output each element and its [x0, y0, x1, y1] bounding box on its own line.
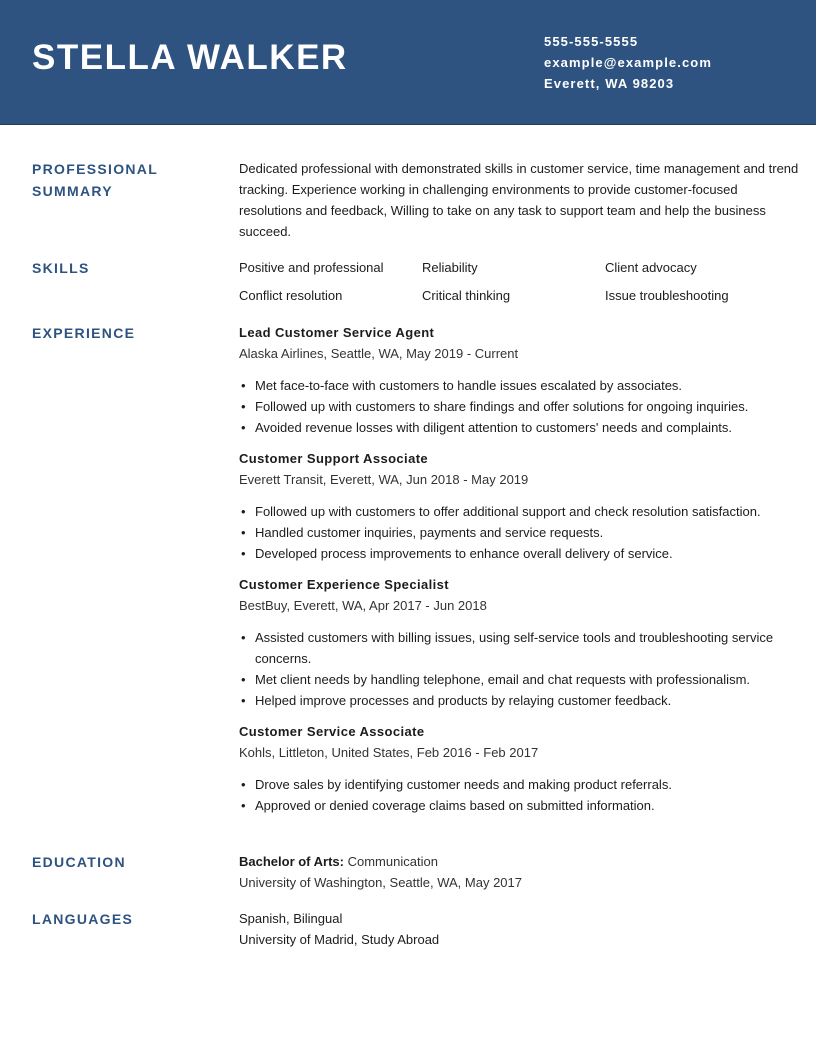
job-meta: Everett Transit, Everett, WA, Jun 2018 - May 2019: [239, 472, 529, 487]
job-title: Customer Service Associate: [239, 724, 425, 739]
phone-number: 555-555-5555: [544, 34, 639, 49]
job-bullet: • Approved or denied coverage claims based on submitted information.: [239, 795, 799, 816]
job-meta: Alaska Airlines, Seattle, WA, May 2019 - Current: [239, 346, 519, 361]
job-bullet: • Developed process improvements to enhance overall delivery of service.: [239, 543, 799, 564]
contact-info: [544, 31, 712, 94]
skill-item: Issue troubleshooting: [605, 288, 729, 303]
skills-grid: [239, 257, 799, 306]
education-degree: Bachelor of Arts:: [239, 854, 344, 869]
job-entry: [239, 448, 799, 564]
job-meta: BestBuy, Everett, WA, Apr 2017 - Jun 2018: [239, 598, 487, 613]
email-address: example@example.com: [544, 55, 712, 70]
skill-item: Conflict resolution: [239, 288, 343, 303]
skill-item: Positive and professional: [239, 260, 384, 275]
job-bullet: • Handled customer inquiries, payments and service requests.: [239, 522, 799, 543]
job-title: Lead Customer Service Agent: [239, 325, 435, 340]
language-item: Spanish, Bilingual: [239, 911, 343, 926]
summary-content: [239, 158, 799, 242]
experience-content: [239, 322, 799, 826]
skills-content: [239, 257, 799, 306]
experience-label: EXPERIENCE: [32, 325, 136, 341]
job-bullet: • Followed up with customers to share findings and offer solutions for ongoing inquiries.: [239, 396, 799, 417]
summary-label: [32, 158, 212, 202]
job-bullet: • Drove sales by identifying customer needs and making product referrals.: [239, 774, 799, 795]
summary-label-line2: SUMMARY: [32, 183, 113, 199]
education-content: [239, 851, 799, 893]
job-entry: [239, 574, 799, 711]
job-bullets: [239, 375, 799, 438]
job-bullet: • Assisted customers with billing issues, using self-service tools and troubleshooting service concerns.: [239, 627, 799, 669]
job-bullet: • Met face-to-face with customers to handle issues escalated by associates.: [239, 375, 799, 396]
education-field: Communication: [347, 854, 438, 869]
job-meta: Kohls, Littleton, United States, Feb 2016 - Feb 2017: [239, 745, 539, 760]
education-label: EDUCATION: [32, 854, 126, 870]
job-bullet: • Helped improve processes and products by relaying customer feedback.: [239, 690, 799, 711]
language-detail: University of Madrid, Study Abroad: [239, 932, 440, 947]
job-bullets: [239, 627, 799, 711]
skills-label: SKILLS: [32, 260, 90, 276]
resume-header: [0, 0, 816, 125]
skill-item: Client advocacy: [605, 260, 697, 275]
job-title: Customer Support Associate: [239, 451, 429, 466]
location: Everett, WA 98203: [544, 76, 675, 91]
job-entry: [239, 322, 799, 438]
candidate-name: STELLA WALKER: [32, 38, 348, 77]
job-title: Customer Experience Specialist: [239, 577, 449, 592]
job-bullet: • Met client needs by handling telephone, email and chat requests with professionalism.: [239, 669, 799, 690]
job-bullet: • Avoided revenue losses with diligent attention to customers' needs and complaints.: [239, 417, 799, 438]
skill-item: Critical thinking: [422, 288, 511, 303]
summary-label-line1: PROFESSIONAL: [32, 161, 159, 177]
summary-text: Dedicated professional with demonstrated skills in customer service, time management and trend tracking. Experience working in challenging environments to provide customer-focused resolutions and feedback, Willing to take on any task to support team and help the business succeed.: [239, 161, 799, 239]
education-degree-line: [239, 851, 799, 872]
skill-item: Reliability: [422, 260, 478, 275]
job-bullets: [239, 774, 799, 816]
education-school: University of Washington, Seattle, WA, May 2017: [239, 875, 522, 890]
job-bullets: [239, 501, 799, 564]
languages-content: [239, 908, 799, 950]
job-entry: [239, 721, 799, 816]
languages-label: LANGUAGES: [32, 911, 134, 927]
job-bullet: • Followed up with customers to offer additional support and check resolution satisfaction.: [239, 501, 799, 522]
